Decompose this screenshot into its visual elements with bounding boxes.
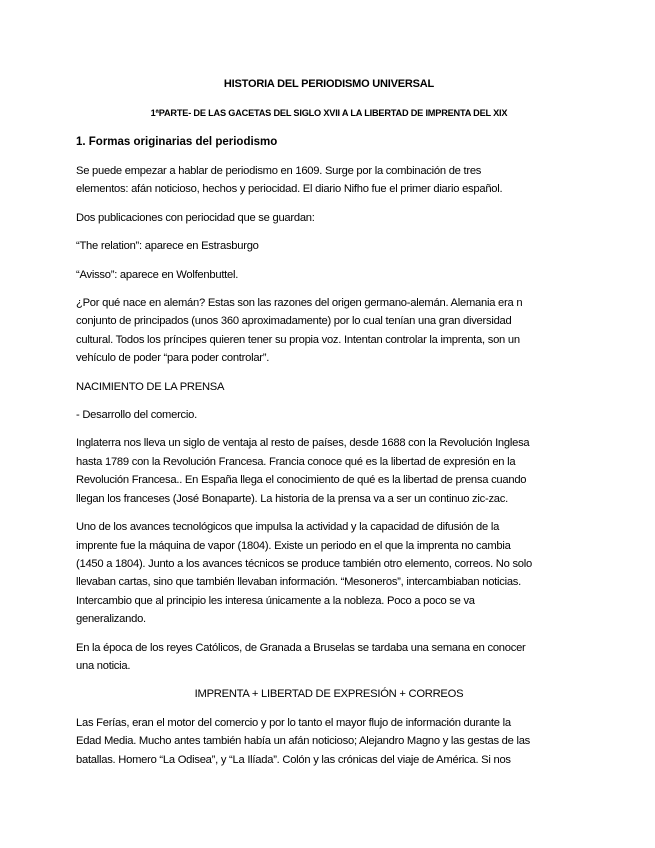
document-title: HISTORIA DEL PERIODISMO UNIVERSAL [223, 78, 435, 90]
section-heading: 1. Formas originarias del periodismo [76, 136, 278, 148]
paragraph-line: Inglaterra nos lleva un siglo de ventaja al resto de países, desde 1688 con la Revolución Inglesa [76, 437, 530, 450]
paragraph-line: Edad Media. Mucho antes también había un afán noticioso; Alejandro Magno y las gestas de las [76, 735, 531, 748]
paragraph [76, 237, 582, 255]
paragraph-line: batallas. Homero “La Odisea”, y “La Ilíada”. Colón y las crónicas del viaje de América. Si nos [76, 753, 511, 766]
paragraph-line: IMPRENTA + LIBERTAD DE EXPRESIÓN + CORREOS [194, 688, 464, 701]
centered-heading-paragraph [76, 685, 582, 703]
paragraph-line: conjunto de principados (unos 360 aproximadamente) por lo cual tenían una gran diversidad [76, 315, 512, 328]
paragraph-line: Intercambio que al principio les interesa únicamente a la nobleza. Poco a poco se va [76, 594, 475, 607]
paragraph [76, 518, 582, 628]
paragraph [76, 162, 582, 199]
paragraph [76, 434, 582, 508]
paragraph-line: Revolución Francesa.. En España llega el conocimiento de qué es la libertad de prensa cuando [76, 474, 527, 487]
paragraph-line: llevaban cartas, sino que también llevaban información. “Mesoneros”, intercambiaban noticias. [76, 576, 522, 589]
paragraph-line: imprente fue la máquina de vapor (1804). Existe un periodo en el que la imprenta no cambia [76, 539, 511, 552]
paragraph [76, 406, 582, 424]
paragraph-list [76, 162, 582, 769]
paragraph [76, 714, 582, 769]
paragraph [76, 209, 582, 227]
paragraph-line: Las Ferías, eran el motor del comercio y por lo tanto el mayor flujo de información durante la [76, 716, 511, 729]
paragraph-line: cultural. Todos los príncipes quieren tener su propia voz. Intentan controlar la imprenta, son un [76, 333, 520, 346]
paragraph-line: “The relation”: aparece en Estrasburgo [76, 240, 259, 253]
paragraph-line: ¿Por qué nace en alemán? Estas son las razones del origen germano-alemán. Alemania era n [76, 297, 523, 310]
paragraph-line: elementos: afán noticioso, hechos y periocidad. El diario Nifho fue el primer diario español. [76, 183, 503, 196]
paragraph-line: (1450 a 1804). Junto a los avances técnicos se produce también otro elemento, correos. No solo [76, 557, 532, 570]
paragraph [76, 294, 582, 368]
paragraph-line: hasta 1789 con la Revolución Francesa. Francia conoce qué es la libertad de expresión en la [76, 455, 516, 468]
paragraph [76, 266, 582, 284]
paragraph-line: Dos publicaciones con periocidad que se guardan: [76, 211, 315, 224]
paragraph-line: Se puede empezar a hablar de periodismo en 1609. Surge por la combinación de tres [76, 165, 482, 177]
paragraph [76, 378, 582, 396]
paragraph-line: llegan los franceses (José Bonaparte). La historia de la prensa va a ser un continuo zic-zac. [76, 492, 508, 505]
paragraph-line: Uno de los avances tecnológicos que impulsa la actividad y la capacidad de difusión de la [76, 521, 500, 534]
paragraph-line: vehículo de poder “para poder controlar”. [76, 352, 270, 365]
document-subtitle: 1ªPARTE- DE LAS GACETAS DEL SIGLO XVII A LA LIBERTAD DE IMPRENTA DEL XIX [150, 108, 508, 118]
document-body [76, 76, 582, 779]
paragraph-line: NACIMIENTO DE LA PRENSA [76, 380, 225, 393]
paragraph [76, 639, 582, 676]
paragraph-line: En la época de los reyes Católicos, de Granada a Bruselas se tardaba una semana en conocer [76, 641, 526, 654]
paragraph-line: “Avisso”: aparece en Wolfenbuttel. [76, 268, 239, 281]
paragraph-line: - Desarrollo del comercio. [76, 409, 197, 422]
paragraph-line: generalizando. [76, 613, 146, 626]
paragraph-line: una noticia. [76, 659, 131, 672]
